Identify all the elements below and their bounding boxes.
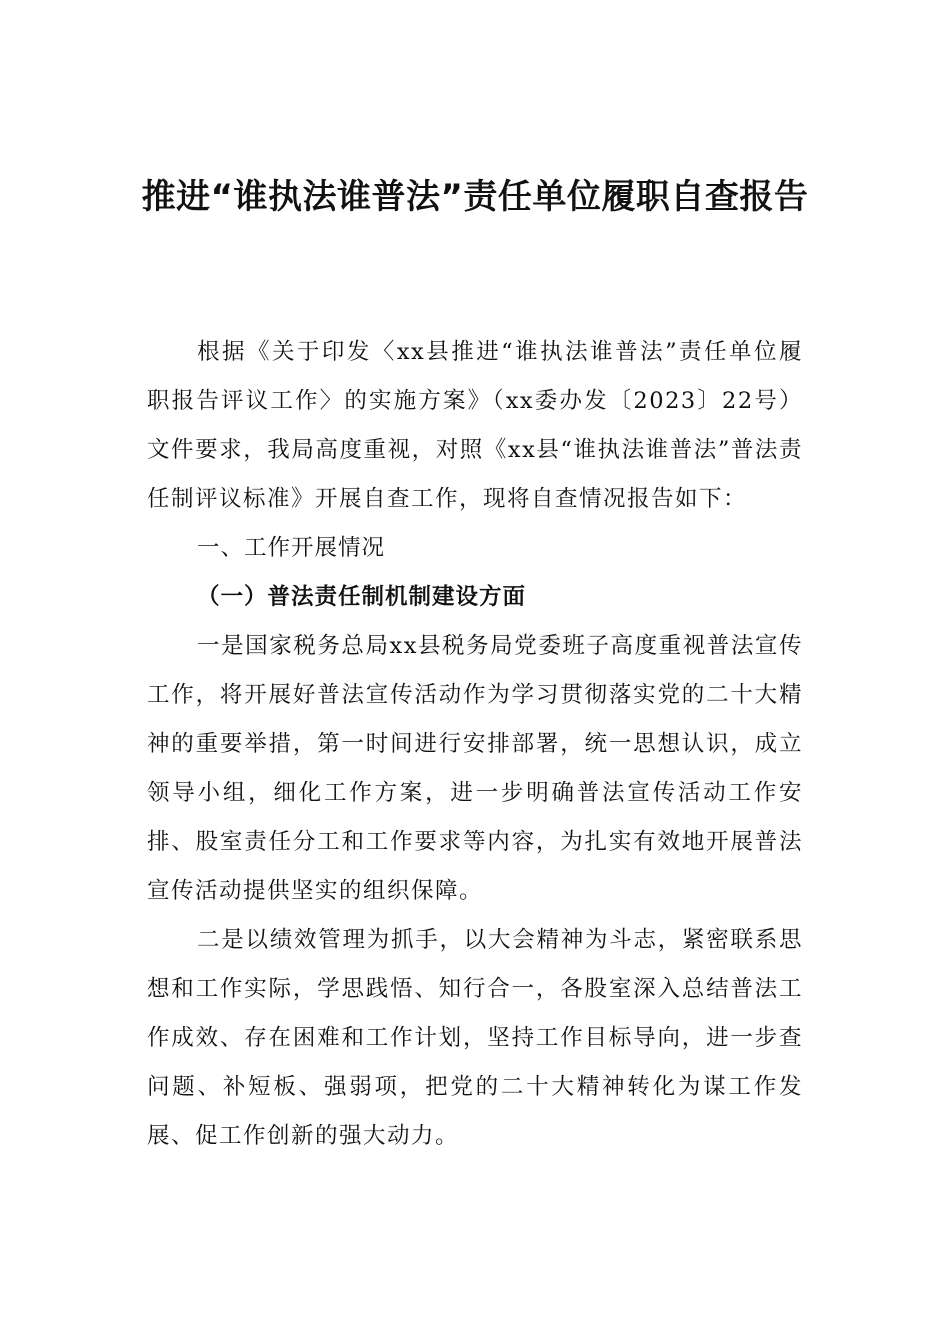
intro-paragraph: 根据《关于印发〈xx县推进“谁执法谁普法”责任单位履职报告评议工作〉的实施方案》（xx委办发〔2023〕22号）文件要求，我局高度重视，对照《xx县“谁执法谁普法”普法责任制评议标准》开展自查工作，现将自查情况报告如下： xyxy=(147,339,803,512)
body-paragraph-1: 一是国家税务总局xx县税务局党委班子高度重视普法宣传工作，将开展好普法宣传活动作为学习贯彻落实党的二十大精神的重要举措，第一时间进行安排部署，统一思想认识，成立领导小组，细化工作方案，进一步明确普法宣传活动工作安排、股室责任分工和工作要求等内容，为扎实有效地开展普法宣传活动提供坚实的组织保障。 xyxy=(147,633,803,904)
section-heading-1: 一、工作开展情况 xyxy=(197,535,386,561)
body-paragraph-2: 二是以绩效管理为抓手，以大会精神为斗志，紧密联系思想和工作实际，学思践悟、知行合一，各股室深入总结普法工作成效、存在困难和工作计划，坚持工作目标导向，进一步查问题、补短板、强弱项，把党的二十大精神转化为谋工作发展、促工作创新的强大动力。 xyxy=(147,927,803,1149)
subsection-heading-1: （一）普法责任制机制建设方面 xyxy=(197,584,527,610)
document-title: 推进“谁执法谁普法”责任单位履职自查报告 xyxy=(141,177,809,217)
document-body xyxy=(147,328,803,1161)
